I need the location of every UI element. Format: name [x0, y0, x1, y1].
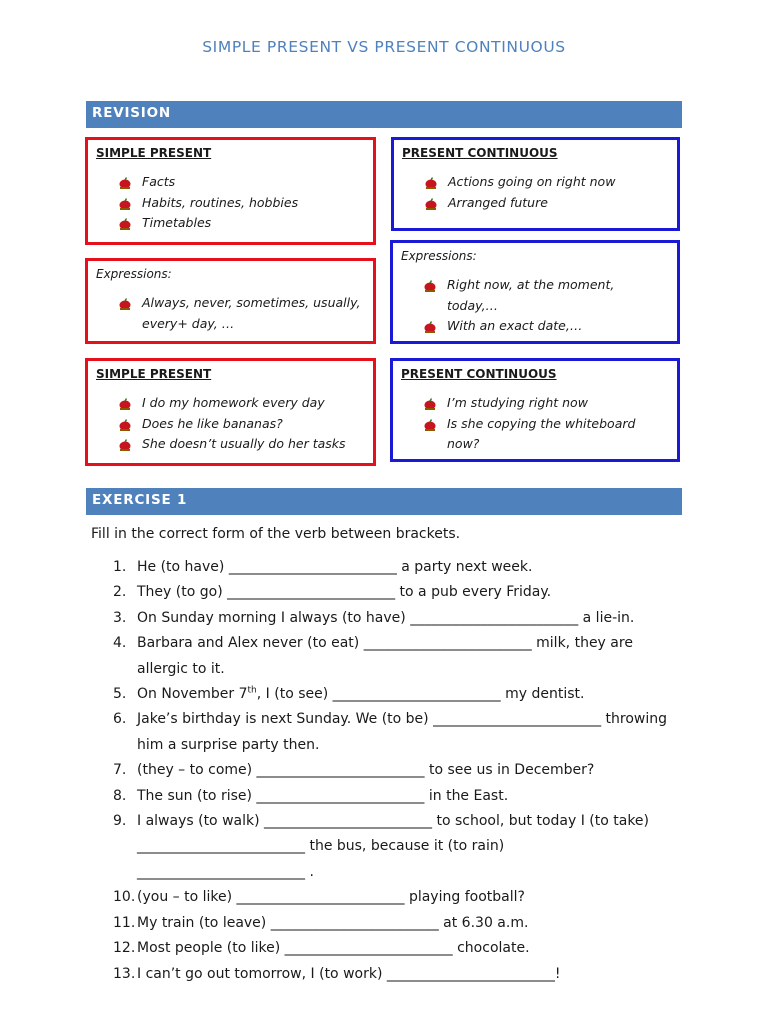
- simple-present-uses-box: [85, 137, 376, 245]
- list-item: Facts: [96, 172, 365, 193]
- simple-present-expressions-box: [85, 258, 376, 344]
- apple-bullet-icon: [424, 175, 438, 187]
- list-item: Always, never, sometimes, usually, every+ day, …: [96, 293, 365, 334]
- list-item: I’m studying right now: [401, 393, 669, 414]
- apple-bullet-icon: [118, 437, 132, 449]
- box-title: Expressions:: [96, 267, 172, 281]
- apple-bullet-icon: [118, 175, 132, 187]
- box-title: PRESENT CONTINUOUS: [401, 367, 557, 381]
- uses-list: [402, 172, 669, 213]
- exercise-item: 1. He (to have) ________________________ a party next week.: [113, 559, 533, 575]
- list-item: With an exact date,…: [401, 316, 669, 337]
- apple-bullet-icon: [424, 196, 438, 208]
- list-item: I do my homework every day: [96, 393, 365, 414]
- exercise-item: 5. On November 7th, I (to see) ________________________ my dentist.: [113, 685, 585, 703]
- present-continuous-expressions-box: [390, 240, 680, 344]
- box-title: SIMPLE PRESENT: [96, 367, 212, 381]
- list-item: Does he like bananas?: [96, 414, 365, 435]
- exercise-item: 7. (they – to come) ________________________ to see us in December?: [113, 762, 595, 779]
- apple-bullet-icon: [423, 417, 437, 429]
- exercise-list: [113, 555, 673, 987]
- apple-bullet-icon: [118, 296, 132, 308]
- exercise-item: 9. I always (to walk) ________________________ to school, but today I (to take) ________________________ the bus, because it (to rain) ________________________ .: [113, 813, 650, 880]
- list-item: Right now, at the moment, today,…: [401, 275, 669, 316]
- expressions-list: [96, 293, 365, 334]
- exercise-item: 12. Most people (to like) ________________________ chocolate.: [113, 940, 530, 957]
- present-continuous-uses-box: [391, 137, 680, 231]
- apple-bullet-icon: [423, 396, 437, 408]
- apple-bullet-icon: [423, 319, 437, 331]
- box-title: Expressions:: [401, 249, 477, 263]
- apple-bullet-icon: [118, 396, 132, 408]
- examples-list: [96, 393, 365, 455]
- box-title: PRESENT CONTINUOUS: [402, 146, 558, 160]
- list-item: Actions going on right now: [402, 172, 669, 193]
- list-item: Habits, routines, hobbies: [96, 193, 365, 214]
- box-title: SIMPLE PRESENT: [96, 146, 212, 160]
- exercise-item: 4. Barbara and Alex never (to eat) ________________________ milk, they are allergic to it.: [113, 635, 633, 677]
- page-title: SIMPLE PRESENT VS PRESENT CONTINUOUS: [202, 38, 566, 56]
- present-continuous-examples-box: [390, 358, 680, 462]
- list-item: Timetables: [96, 213, 365, 234]
- examples-list: [401, 393, 669, 455]
- exercise-item: 8. The sun (to rise) ________________________ in the East.: [113, 787, 509, 804]
- expressions-list: [401, 275, 669, 337]
- exercise-item: 2. They (to go) ________________________ to a pub every Friday.: [113, 584, 552, 601]
- exercise-item: 6. Jake’s birthday is next Sunday. We (to be) ________________________ throwing him a surprise party then.: [113, 711, 667, 753]
- exercise-item: 13. I can’t go out tomorrow, I (to work) ________________________!: [113, 965, 561, 982]
- revision-heading: REVISION: [86, 101, 682, 128]
- exercise-instruction: Fill in the correct form of the verb between brackets.: [91, 526, 461, 542]
- exercise-item: 10. (you – to like) ________________________ playing football?: [113, 889, 525, 906]
- apple-bullet-icon: [118, 417, 132, 429]
- list-item: Arranged future: [402, 193, 669, 214]
- exercise-item: 3. On Sunday morning I always (to have) ________________________ a lie-in.: [113, 609, 635, 626]
- apple-bullet-icon: [423, 278, 437, 290]
- exercise-item: 11. My train (to leave) ________________________ at 6.30 a.m.: [113, 914, 529, 931]
- exercise-heading: EXERCISE 1: [86, 488, 682, 515]
- simple-present-examples-box: [85, 358, 376, 466]
- uses-list: [96, 172, 365, 234]
- list-item: She doesn’t usually do her tasks: [96, 434, 365, 455]
- apple-bullet-icon: [118, 216, 132, 228]
- list-item: Is she copying the whiteboard now?: [401, 414, 669, 455]
- apple-bullet-icon: [118, 196, 132, 208]
